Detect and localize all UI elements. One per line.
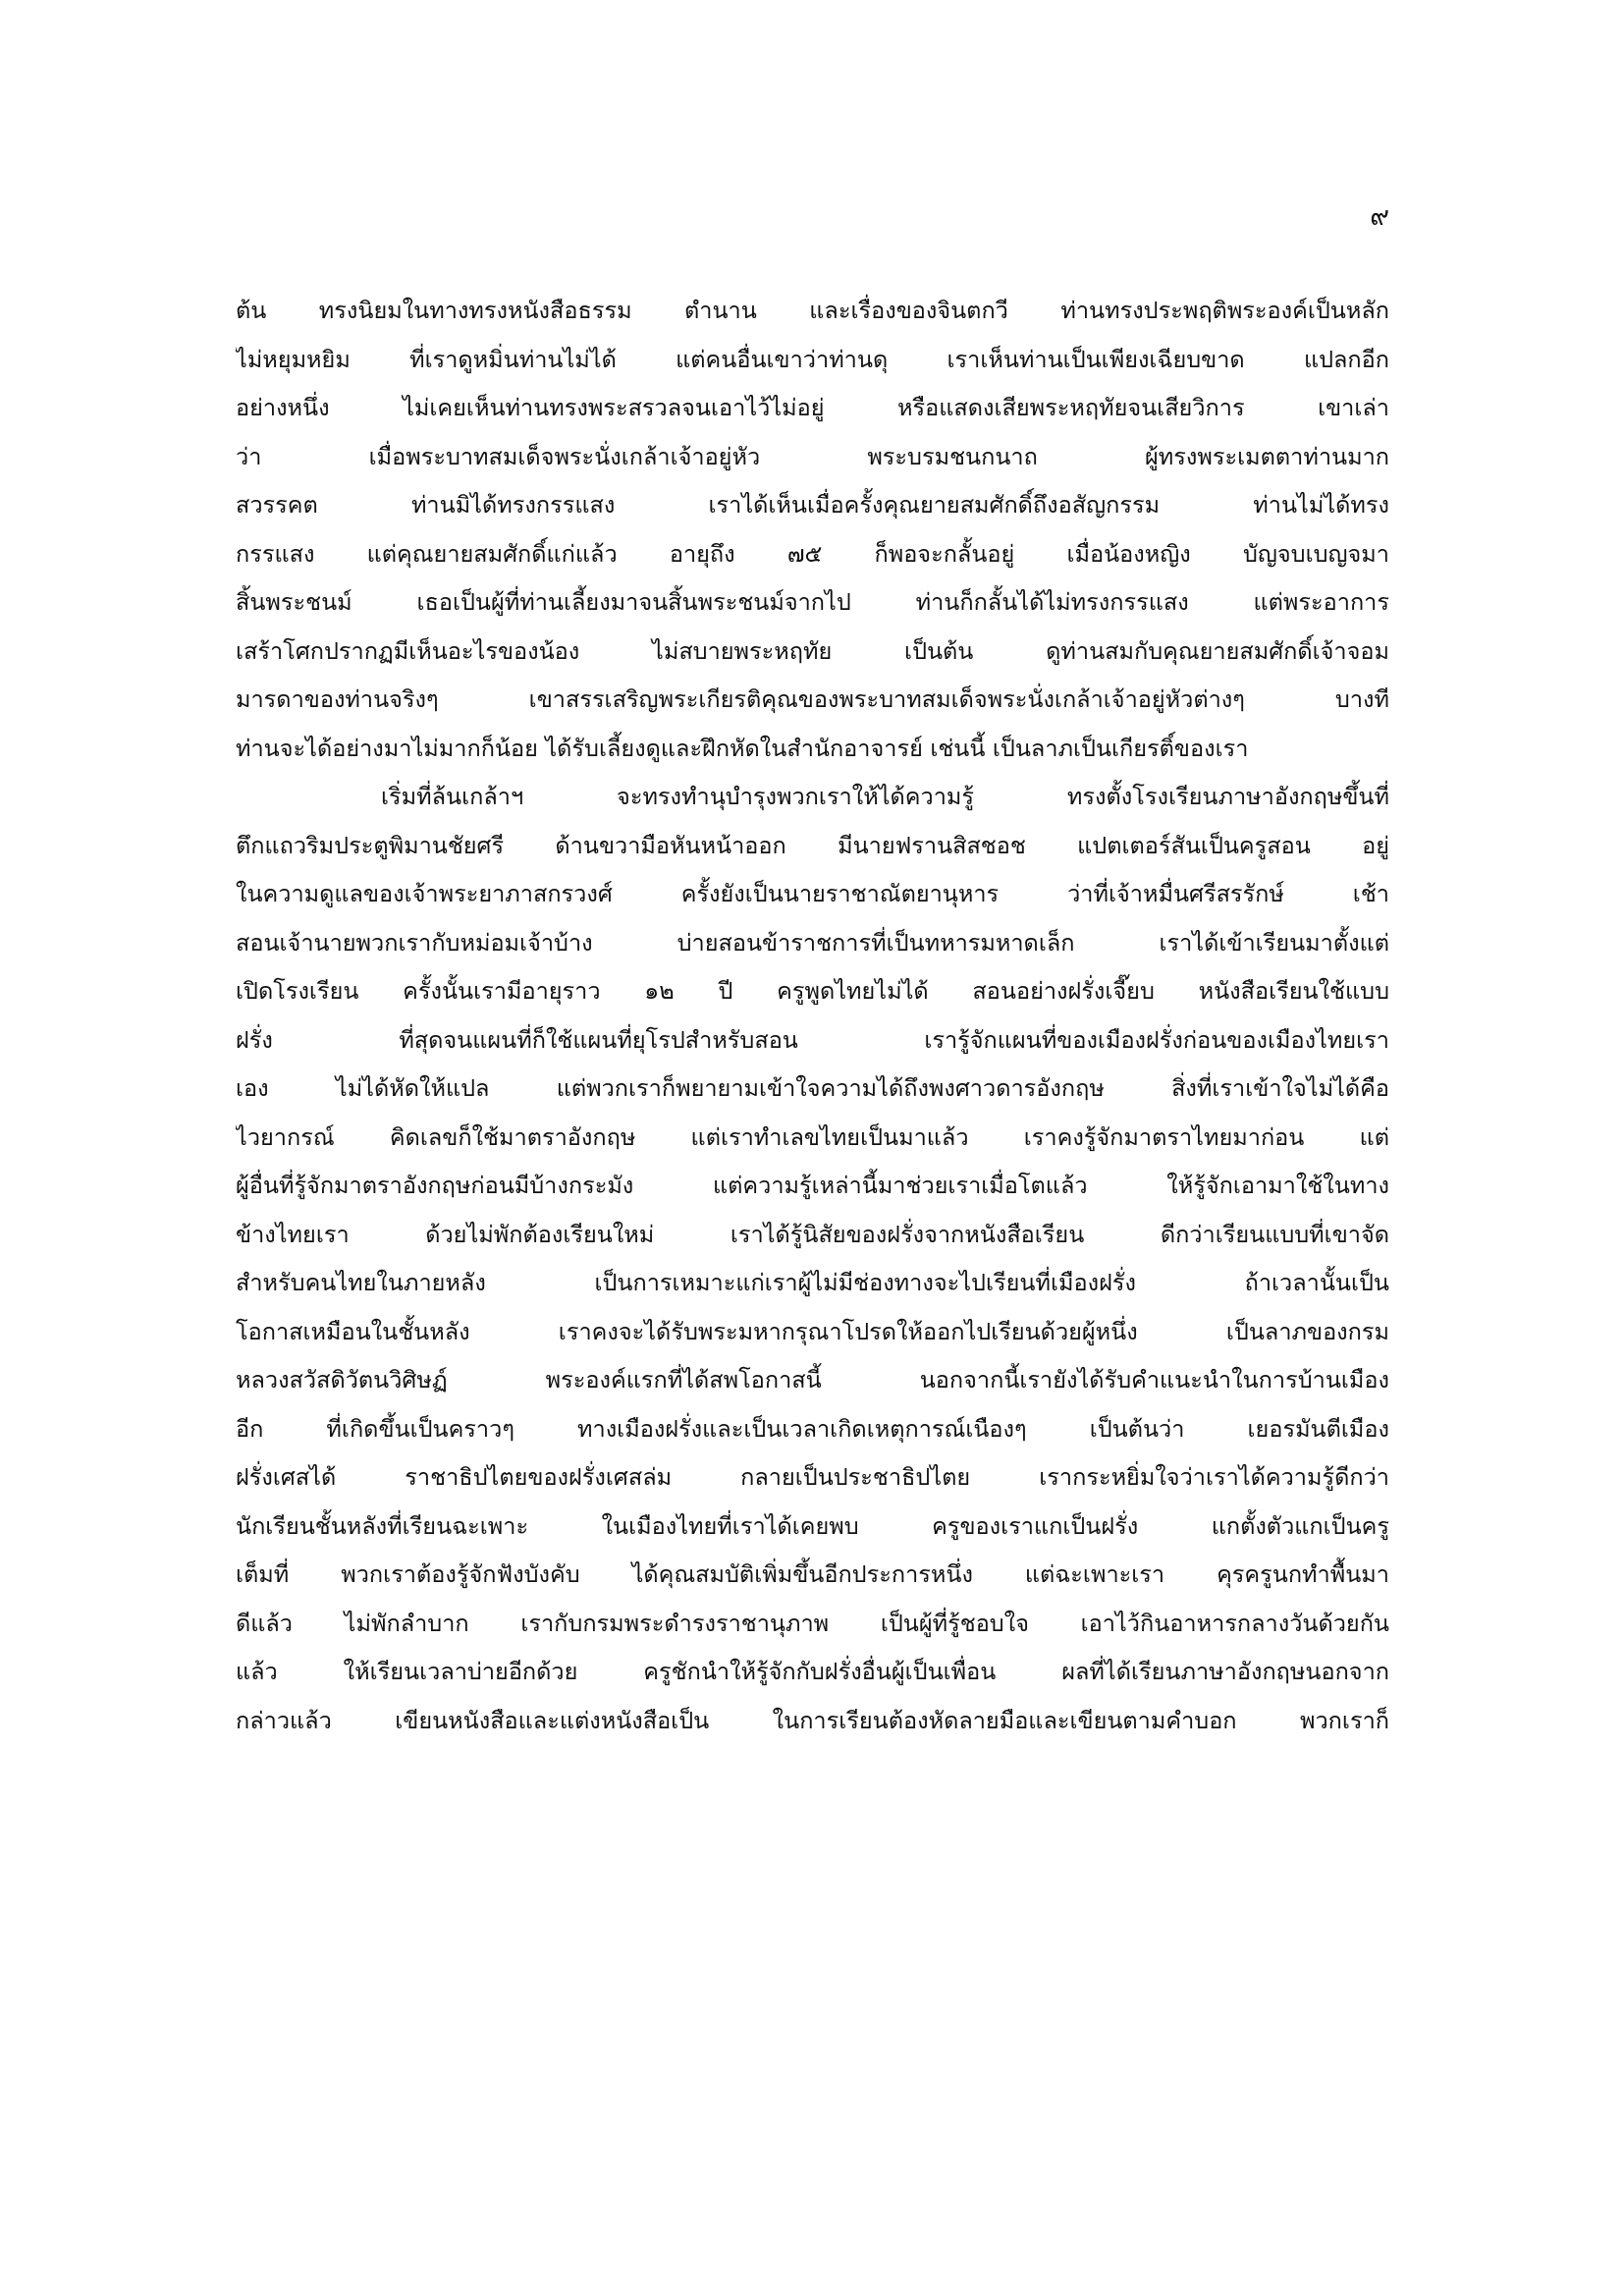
text-line: เต็มที่ พวกเราต้องรู้จักฟังบังคับ ได้คุณสมบัติเพิ่มขึ้นอีกประการหนึ่ง แต่ฉะเพาะเรา คุรครูนกทำพื้นมา bbox=[236, 1560, 1389, 1588]
text-line: มารดาของท่านจริงๆ เขาสรรเสริญพระเกียรติคุณของพระบาทสมเด็จพระนั่งเกล้าเจ้าอยู่หัวต่างๆ บางที bbox=[236, 685, 1389, 713]
text-line: อีก ที่เกิดขึ้นเป็นคราวๆ ทางเมืองฝรั่งและเป็นเวลาเกิดเหตุการณ์เนืองๆ เป็นต้นว่า เยอรมันตีเมือง bbox=[236, 1414, 1389, 1443]
text-line: สอนเจ้านายพวกเรากับหม่อมเจ้าบ้าง บ่ายสอนข้าราชการที่เป็นทหารมหาดเล็ก เราได้เข้าเรียนมาตั้งแต่ bbox=[236, 928, 1389, 957]
text-line: ฝรั่งเศสได้ ราชาธิปไตยของฝรั่งเศสล่ม กลายเป็นประชาธิปไตย เรากระหยิ่มใจว่าเราได้ความรู้ดีกว่า bbox=[236, 1463, 1389, 1491]
text-line: ผู้อื่นที่รู้จักมาตราอังกฤษก่อนมีบ้างกระมัง แต่ความรู้เหล่านี้มาช่วยเราเมื่อโตแล้ว ให้รู้จักเอามาใช้ในทาง bbox=[236, 1172, 1389, 1199]
text-line: ตึกแถวริมประตูพิมานชัยศรี ด้านขวามือหันหน้าออก มีนายฟรานสิสชอช แปตเตอร์สันเป็นครูสอน อยู่ bbox=[236, 831, 1389, 859]
text-line: ท่านจะได้อย่างมาไม่มากก็น้อย ได้รับเลี้ยงดูและฝึกหัดในสำนักอาจารย์ เช่นนี้ เป็นลาภเป็นเกียรติ์ของเรา bbox=[236, 734, 1249, 762]
text-line: เปิดโรงเรียน ครั้งนั้นเรามีอายุราว ๑๒ ปี ครูพูดไทยไม่ได้ สอนอย่างฝรั่งเจี๊ยบ หนังสือเรียนใช้แบบ bbox=[236, 977, 1389, 1005]
text-line: ไม่หยุมหยิม ที่เราดูหมิ่นท่านไม่ได้ แต่คนอื่นเขาว่าท่านดุ เราเห็นท่านเป็นเพียงเฉียบขาด แปลกอีก bbox=[236, 345, 1389, 373]
page-number: ๙ bbox=[1370, 201, 1389, 232]
body-text bbox=[236, 287, 1389, 1745]
text-line: ฝรั่ง ที่สุดจนแผนที่ก็ใช้แผนที่ยุโรปสำหรับสอน เรารู้จักแผนที่ของเมืองฝรั่งก่อนของเมืองไทยเรา bbox=[236, 1025, 1389, 1054]
text-line: ต้น ทรงนิยมในทางทรงหนังสือธรรม ตำนาน และเรื่องของจินตกวี ท่านทรงประพฤติพระองค์เป็นหลัก bbox=[236, 297, 1389, 324]
text-line: เอง ไม่ได้หัดให้แปล แต่พวกเราก็พยายามเข้าใจความได้ถึงพงศาวดารอังกฤษ สิ่งที่เราเข้าใจไม่ได้คือ bbox=[236, 1074, 1389, 1102]
text-line: กล่าวแล้ว เขียนหนังสือและแต่งหนังสือเป็น ในการเรียนต้องหัดลายมือและเขียนตามคำบอก พวกเราก็ bbox=[236, 1706, 1389, 1734]
text-line: สิ้นพระชนม์ เธอเป็นผู้ที่ท่านเลี้ยงมาจนสิ้นพระชนม์จากไป ท่านก็กลั้นได้ไม่ทรงกรรแสง แต่พระอาการ bbox=[236, 588, 1389, 616]
text-line: เสร้าโศกปรากฏมีเห็นอะไรของน้อง ไม่สบายพระหฤทัย เป็นต้น ดูท่านสมกับคุณยายสมศักดิ์เจ้าจอม bbox=[236, 636, 1389, 665]
text-line: โอกาสเหมือนในชั้นหลัง เราคงจะได้รับพระมหากรุณาโปรดให้ออกไปเรียนด้วยผู้หนึ่ง เป็นลาภของกรม bbox=[236, 1317, 1389, 1345]
text-line: ว่า เมื่อพระบาทสมเด็จพระนั่งเกล้าเจ้าอยู่หัว พระบรมชนกนาถ ผู้ทรงพระเมตตาท่านมาก bbox=[236, 442, 1389, 470]
text-line: สำหรับคนไทยในภายหลัง เป็นการเหมาะแก่เราผู้ไม่มีช่องทางจะไปเรียนที่เมืองฝรั่ง ถ้าเวลานั้นเป็น bbox=[236, 1269, 1389, 1296]
text-line: นักเรียนชั้นหลังที่เรียนฉะเพาะ ในเมืองไทยที่เราได้เคยพบ ครูของเราแกเป็นฝรั่ง แกตั้งตัวแกเป็นครู bbox=[236, 1511, 1389, 1540]
text-line: หลวงสวัสดิวัตนวิศิษฏ์ พระองค์แรกที่ได้สพโอกาสนี้ นอกจากนี้เรายังได้รับคำแนะนำในการบ้านเมือง bbox=[236, 1366, 1389, 1394]
text-line: ไวยากรณ์ คิดเลขก็ใช้มาตราอังกฤษ แต่เราทำเลขไทยเป็นมาแล้ว เราคงรู้จักมาตราไทยมาก่อน แต่ bbox=[236, 1122, 1389, 1151]
text-line: ดีแล้ว ไม่พักลำบาก เรากับกรมพระดำรงราชานุภาพ เป็นผู้ที่รู้ชอบใจ เอาไว้กินอาหารกลางวันด้วยกัน bbox=[236, 1609, 1389, 1637]
text-line: กรรแสง แต่คุณยายสมศักดิ์แก่แล้ว อายุถึง ๗๕ ก็พอจะกลั้นอยู่ เมื่อน้องหญิง บัญจบเบญจมา bbox=[236, 539, 1389, 568]
text-line: แล้ว ให้เรียนเวลาบ่ายอีกด้วย ครูชักนำให้รู้จักกับฝรั่งอื่นผู้เป็นเพื่อน ผลที่ได้เรียนภาษาอังกฤษนอกจาก bbox=[236, 1658, 1389, 1685]
text-line: อย่างหนึ่ง ไม่เคยเห็นท่านทรงพระสรวลจนเอาไว้ไม่อยู่ หรือแสดงเสียพระหฤทัยจนเสียวิการ เขาเล่า bbox=[236, 394, 1389, 421]
paragraph-first-line: เริ่มที่ล้นเกล้าฯ จะทรงทำนุบำรุงพวกเราให้ได้ความรู้ ทรงตั้งโรงเรียนภาษาอังกฤษขึ้นที่ bbox=[381, 783, 1389, 810]
text-line: สวรรคต ท่านมิได้ทรงกรรแสง เราได้เห็นเมื่อครั้งคุณยายสมศักดิ์ถึงอสัญกรรม ท่านไม่ได้ทรง bbox=[236, 491, 1389, 519]
text-line: ในความดูแลของเจ้าพระยาภาสกรวงศ์ ครั้งยังเป็นนายราชาณัตยานุหาร ว่าที่เจ้าหมื่นศรีสรรักษ์ เช้า bbox=[236, 880, 1389, 907]
text-line: ข้างไทยเรา ด้วยไม่พักต้องเรียนใหม่ เราได้รู้นิสัยของฝรั่งจากหนังสือเรียน ดีกว่าเรียนแบบที่เขาจัด bbox=[236, 1220, 1389, 1248]
